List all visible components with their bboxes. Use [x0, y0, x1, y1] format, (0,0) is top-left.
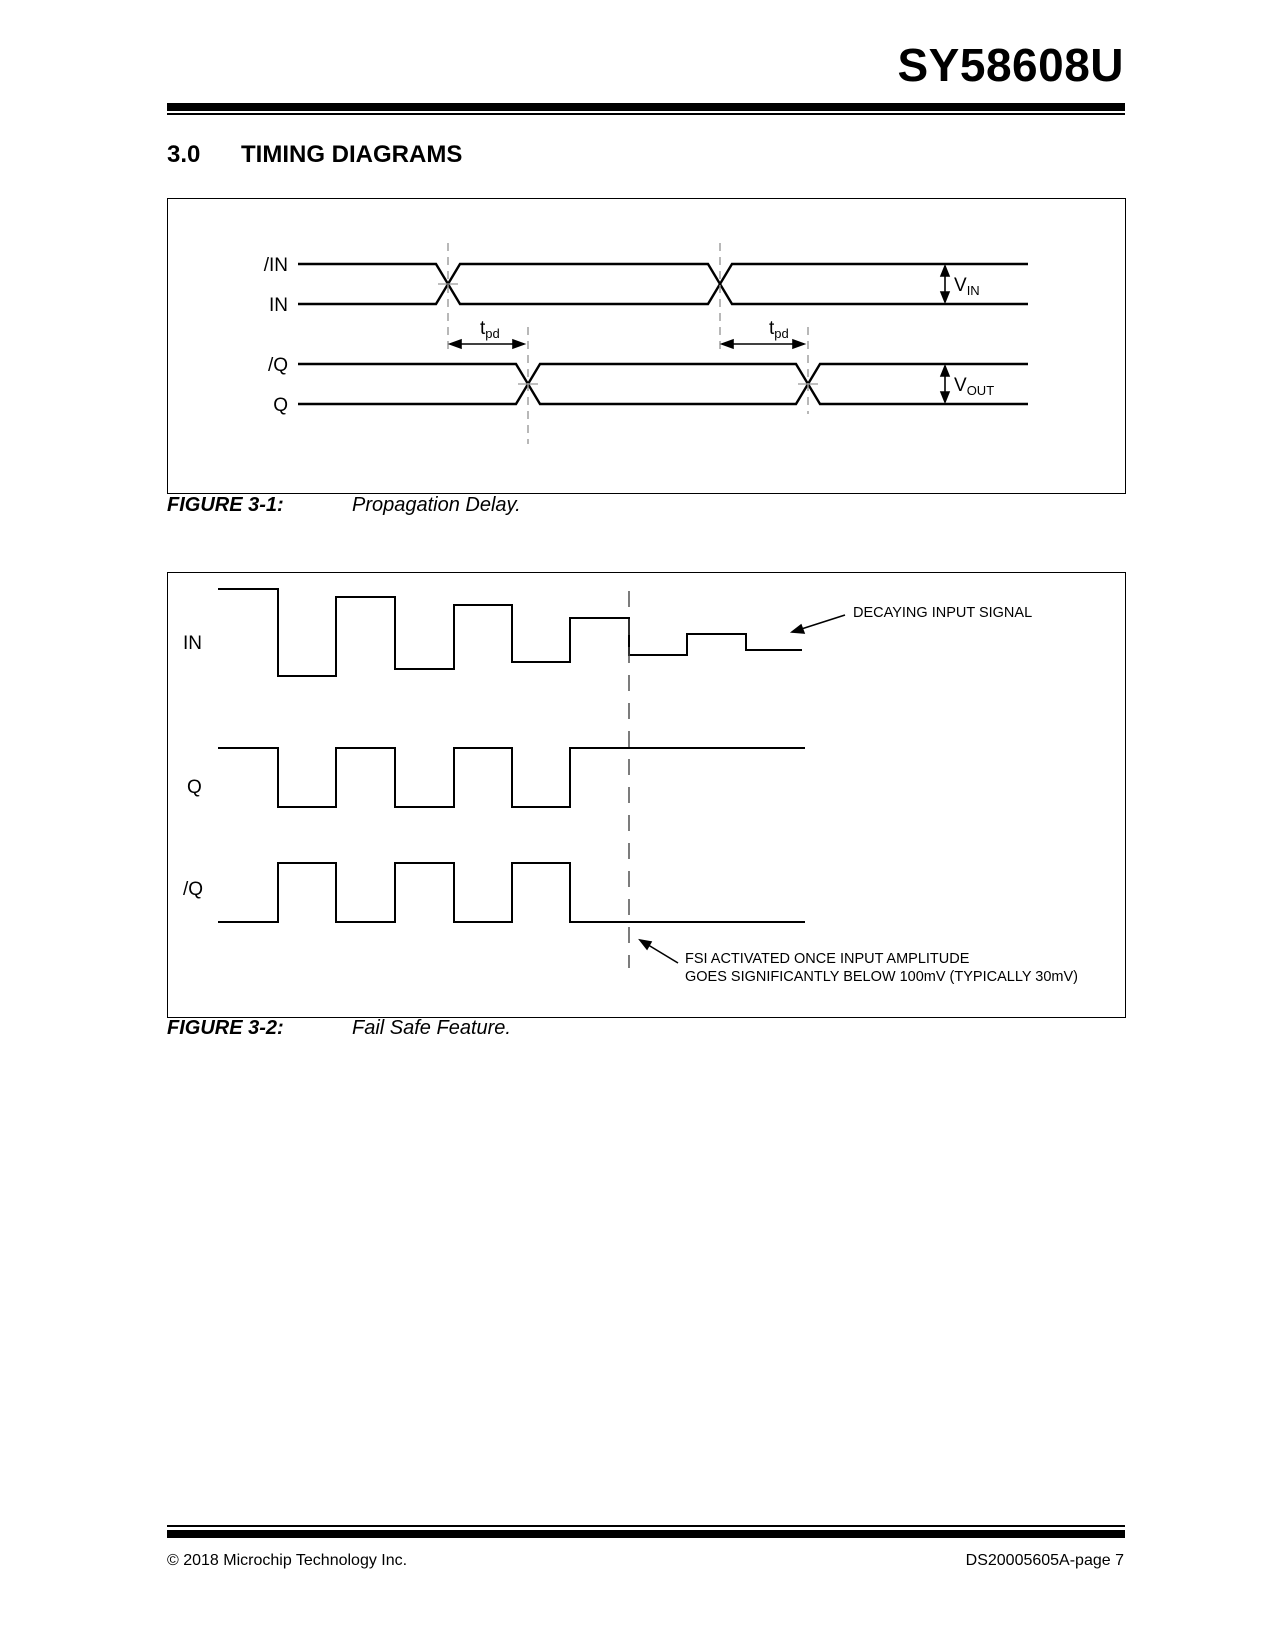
header-rule-thin: [167, 113, 1125, 115]
signal-label-q: Q: [273, 395, 288, 416]
waveform-q: [298, 364, 1028, 404]
fs-label-q: Q: [187, 777, 202, 798]
waveform-nin: [298, 264, 1028, 304]
caption-label: FIGURE 3-1:: [167, 494, 284, 516]
tpd-label-1: $t_{pd}$: [480, 318, 500, 341]
fsi-note-line1: FSI ACTIVATED ONCE INPUT AMPLITUDE: [685, 951, 970, 967]
signal-label-nin: /IN: [263, 255, 288, 276]
figure-3-1-caption: [167, 494, 521, 517]
footer-rule-thick: [167, 1530, 1125, 1538]
footer-copyright: © 2018 Microchip Technology Inc.: [167, 1552, 408, 1569]
signal-label-nq: /Q: [267, 355, 288, 376]
vin-label: $V_{IN}$: [954, 275, 980, 298]
waveform-fs-q: [218, 748, 805, 807]
fs-label-nq: /Q: [183, 879, 204, 900]
propagation-delay-diagram: [168, 199, 1125, 493]
decaying-input-note: DECAYING INPUT SIGNAL: [853, 605, 1033, 621]
section-title: TIMING DIAGRAMS: [241, 141, 463, 168]
footer-rule-thin: [167, 1525, 1125, 1527]
waveform-in: [298, 264, 1028, 304]
waveform-fs-nq: [218, 863, 805, 922]
figure-3-2-caption: [167, 1017, 511, 1040]
waveform-fs-in: [218, 589, 802, 676]
part-number: SY58608U: [897, 39, 1124, 91]
fail-safe-diagram: [168, 573, 1125, 1017]
caption-text: Propagation Delay.: [352, 494, 521, 516]
tpd-label-2: $t_{pd}$: [769, 318, 789, 341]
vout-label: $V_{OUT}$: [954, 375, 995, 398]
waveform-nq: [298, 364, 1028, 404]
figure-propagation-delay: [167, 198, 1126, 494]
footer-page-number: DS20005605A-page 7: [965, 1552, 1124, 1569]
caption-text: Fail Safe Feature.: [352, 1017, 511, 1039]
section-number: 3.0: [167, 141, 201, 168]
figure-fail-safe: [167, 572, 1126, 1018]
caption-label: FIGURE 3-2:: [167, 1017, 284, 1039]
signal-label-in: IN: [269, 295, 288, 316]
fs-label-in: IN: [183, 633, 202, 654]
section-heading: [167, 141, 462, 169]
fsi-note-line2: GOES SIGNIFICANTLY BELOW 100mV (TYPICALLY 30mV): [685, 969, 1078, 985]
header-rule-thick: [167, 103, 1125, 111]
